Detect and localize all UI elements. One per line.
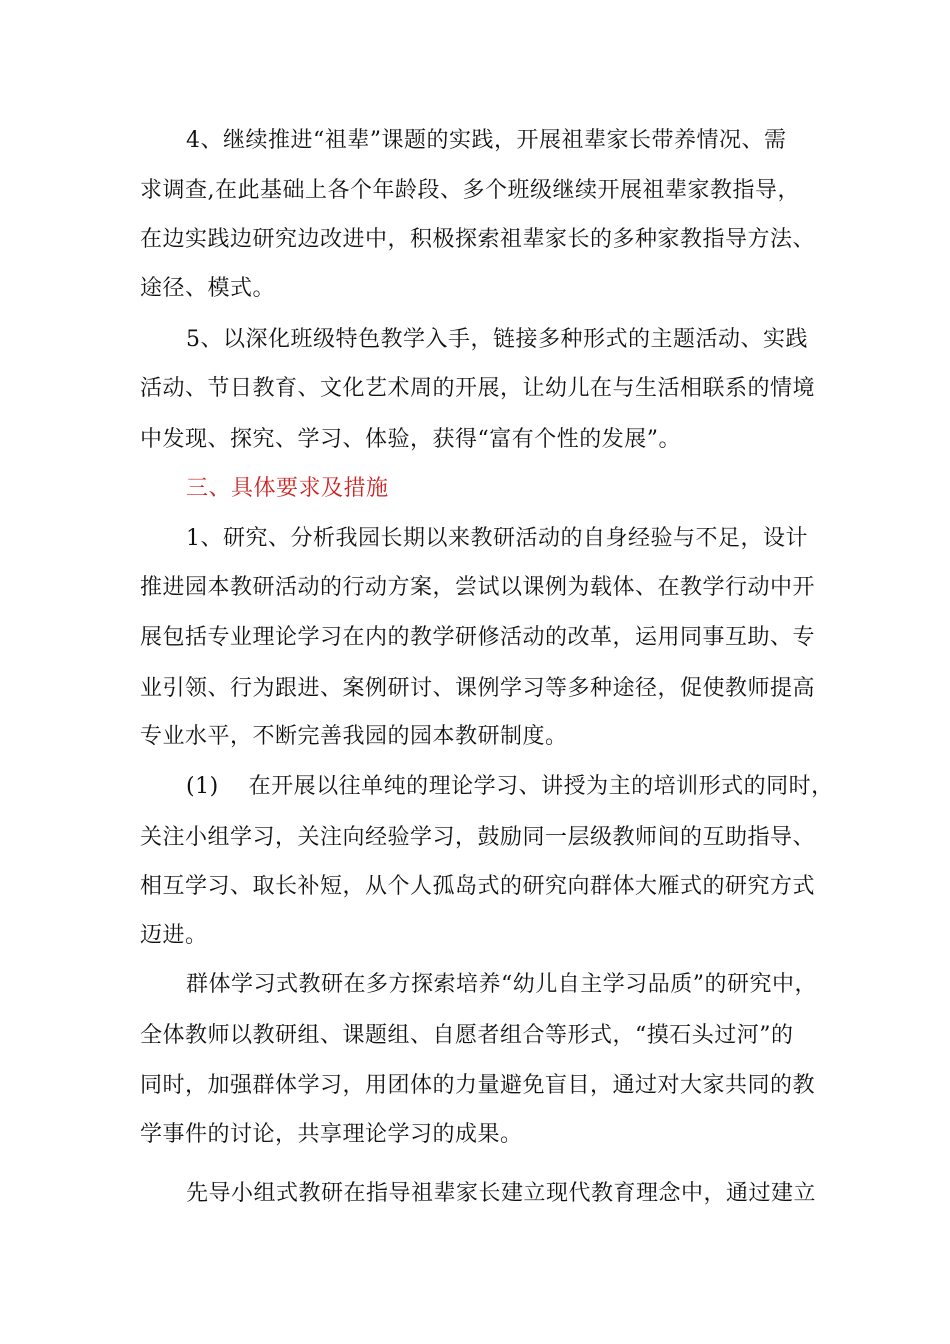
paragraph-4-line-1: 4、继续推进“祖辈”课题的实践，开展祖辈家长带养情况、需 — [186, 128, 787, 153]
paragraph-5-line-2: 活动、节日教育、文化艺术周的开展，让幼儿在与生活相联系的情境 — [140, 376, 816, 401]
sub-item-1-line-4: 迈进。 — [140, 923, 208, 948]
section-heading: 三、具体要求及措施 — [186, 476, 389, 501]
group-study-line-2: 全体教师以教研组、课题组、自愿者组合等形式，“摸石头过河”的 — [140, 1023, 794, 1048]
section-item-1-line-5: 专业水平，不断完善我园的园本教研制度。 — [140, 724, 568, 749]
section-item-1-line-2: 推进园本教研活动的行动方案，尝试以课例为载体、在教学行动中开 — [140, 575, 816, 600]
group-study-line-4: 学事件的讨论，共享理论学习的成果。 — [140, 1122, 523, 1147]
sub-item-1-line-3: 相互学习、取长补短，从个人孤岛式的研究向群体大雁式的研究方式 — [140, 874, 816, 899]
section-item-1-line-1: 1、研究、分析我园长期以来教研活动的自身经验与不足，设计 — [186, 526, 808, 551]
paragraph-4-line-4: 途径、模式。 — [140, 276, 276, 301]
paragraph-4-line-2: 求调查,在此基础上各个年龄段、多个班级继续开展祖辈家教指导， — [140, 178, 800, 203]
paragraph-5-line-1: 5、以深化班级特色教学入手，链接多种形式的主题活动、实践 — [186, 327, 808, 352]
section-item-1-line-4: 业引领、行为跟进、案例研讨、课例学习等多种途径，促使教师提高 — [140, 676, 816, 701]
paragraph-4-line-3: 在边实践边研究边改进中，积极探索祖辈家长的多种家教指导方法、 — [140, 227, 816, 252]
group-study-line-1: 群体学习式教研在多方探索培养“幼儿自主学习品质”的研究中， — [186, 972, 817, 997]
group-study-line-3: 同时，加强群体学习，用团体的力量避免盲目，通过对大家共同的教 — [140, 1073, 816, 1098]
paragraph-5-line-3: 中发现、探究、学习、体验，获得“富有个性的发展”。 — [140, 427, 681, 452]
pilot-group-line-1: 先导小组式教研在指导祖辈家长建立现代教育理念中，通过建立 — [186, 1181, 817, 1206]
sub-item-1-line-1: (1) 在开展以往单纯的理论学习、讲授为主的培训形式的同时， — [186, 774, 834, 799]
sub-item-1-line-2: 关注小组学习，关注向经验学习，鼓励同一层级教师间的互助指导、 — [140, 825, 816, 850]
section-item-1-line-3: 展包括专业理论学习在内的教学研修活动的改革，运用同事互助、专 — [140, 625, 816, 650]
